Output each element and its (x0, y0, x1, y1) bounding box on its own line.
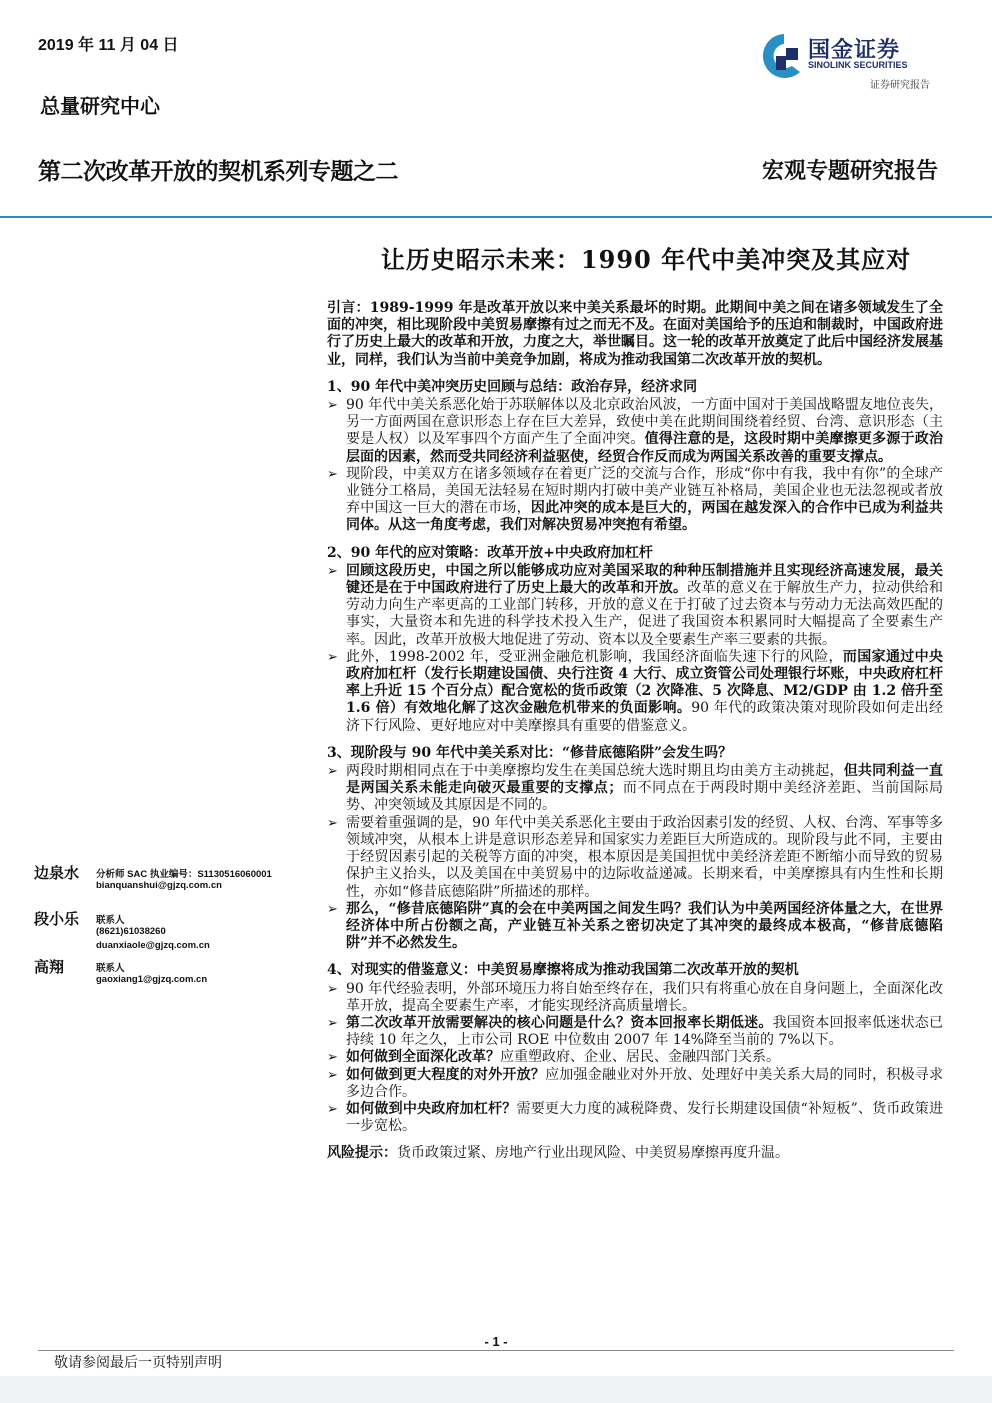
bullet-item (327, 563, 943, 649)
bullet-text: 两段时期相同点在于中美摩擦均发生在美国总统大选时期且均由美方主动挑起， (346, 763, 844, 780)
risk-warning (327, 1145, 943, 1162)
bullet-text: 需要更大力度的减税降费、发行长期建设国债“补短板”、货币政策进一步宽松。 (346, 1100, 943, 1135)
bullet-bold-text: 因此冲突的成本是巨大的，两国在越发深入的合作中已成为利益共同体。从这一角度考虑，我们对解决贸易冲突抱有希望。 (346, 500, 944, 534)
logo-name-cn: 国金证券 (808, 37, 901, 62)
bullet-item (327, 1067, 943, 1101)
bullet-item (327, 466, 943, 535)
section (327, 745, 943, 952)
bullet-item (327, 815, 943, 901)
author-name: 边泉水 (34, 864, 80, 882)
section (327, 545, 943, 735)
disclaimer-note: 敬请参阅最后一页特别声明 (54, 1355, 222, 1371)
bullet-text: 需要着重强调的是，90 年代中美关系恶化主要由于政治因素引发的经贸、人权、台湾、军事等多领域冲突，从根本上讲是意识形态差异和国家实力差距巨大所造成的。现阶段与此不同，主要由于经贸因素引起的关税等方面的冲突，根本原因是美国担忧中美经济差距不断缩小而导致的贸易保护主义抬头，以及美国在中美贸易中的边际收益递减。长期来看，中美摩擦具有内生性和长期性，亦如“修昔底德陷阱”所描述的那样。 (346, 814, 943, 900)
bullet-item (327, 1101, 943, 1135)
header-divider (0, 216, 992, 218)
section (327, 379, 943, 535)
bullet-bold-text: 而国家通过中央政府加杠杆（发行长期建设国债、央行注资 4 大行、成立资管公司处理银行坏账，中央政府杠杆率上升近 15 个百分点）配合宽松的货币政策（2 次降准、5 次降息、M2/GDP 由 1.2 倍升至 1.6 倍）有效地化解了这次金融危机带来的负面影响。 (346, 648, 943, 717)
department-name: 总量研究中心 (40, 94, 160, 118)
intro-paragraph: 引言：1989-1999 年是改革开放以来中美关系最坏的时期。此期间中美之间在诸多领域发生了全面的冲突，相比现阶段中美贸易摩擦有过之而无不及。在面对美国给予的压迫和制裁时，中国政府进行了历史上最大的改革和开放，力度之大，举世瞩目。这一轮的改革开放奠定了此后中国经济发展基业，同样，我们认为当前中美竞争加剧，将成为推动我国第二次改革开放的契机。 (327, 300, 943, 368)
summary-body (327, 300, 943, 1163)
footer-band (0, 1376, 992, 1403)
bullet-item (327, 1015, 943, 1049)
bullet-bold-text: 如何做到中央政府加杠杆？ (346, 1100, 517, 1117)
risk-text: 货币政策过紧、房地产行业出现风险、中美贸易摩擦再度升温。 (397, 1145, 789, 1162)
author-email: duanxiaole@gjzq.com.cn (96, 940, 210, 951)
bullet-item (327, 763, 943, 815)
bullet-text: 而不同点在于两段时期中美经济差距、当前国际局势、冲突领域及其原因是不同的。 (346, 780, 944, 814)
bullet-bold-text: 如何做到更大程度的对外开放？ (346, 1066, 546, 1083)
report-date: 2019 年 11 月 04 日 (38, 37, 179, 54)
author-role: 联系人 (96, 915, 125, 926)
author-role: 联系人 (96, 963, 125, 974)
bullet-text: 90 年代经验表明，外部环境压力将自始至终存在，我们只有将重心放在自身问题上，全面深化改革开放，提高全要素生产率，才能实现经济高质量增长。 (346, 980, 943, 1014)
bullet-bold-text: 但共同利益一直是两国关系未能走向破灭最重要的支撑点； (346, 763, 944, 797)
bullet-text: 应重塑政府、企业、居民、金融四部门关系。 (500, 1049, 780, 1066)
bullet-item (327, 981, 943, 1015)
series-title: 第二次改革开放的契机系列专题之二 (38, 158, 398, 184)
bullet-text: 此外，1998-2002 年，受亚洲金融危机影响，我国经济面临失速下行的风险， (346, 648, 843, 665)
author-role: 分析师 SAC 执业编号：S1130516060001 (96, 869, 272, 880)
author-name: 高翔 (34, 958, 65, 976)
author-name: 段小乐 (34, 910, 80, 928)
section (327, 962, 943, 1135)
author-email: gaoxiang1@gjzq.com.cn (96, 974, 208, 985)
section-heading: 4、对现实的借鉴意义：中美贸易摩擦将成为推动我国第二次改革开放的契机 (327, 962, 799, 979)
page-number: - 1 - (484, 1334, 508, 1349)
bullet-text: 90 年代的政策决策对现阶段如何走出经济下行风险、更好地应对中美摩擦具有重要的借鉴意义。 (346, 700, 944, 734)
logo-mark-icon (756, 30, 806, 86)
risk-label: 风险提示： (327, 1145, 397, 1162)
bullet-bold-text: 那么，“修昔底德陷阱”真的会在中美两国之间发生吗？我们认为中美两国经济体量之大，在世界经济体中所占份额之高，产业链互补关系之密切决定了其冲突的最终成本极高，“修昔底德陷阱”并不必然发生。 (346, 900, 943, 952)
bullet-text: 90 年代中美关系恶化始于苏联解体以及北京政治风波，一方面中国对于美国战略盟友地位丧失，另一方面两国在意识形态上存在巨大差异，致使中美在此期间围绕着经贸、台湾、意识形态（主要是人权）以及军事四个方面产生了全面冲突。 (346, 397, 943, 448)
footer-divider (38, 1350, 954, 1351)
bullet-bold-text: 如何做到全面深化改革？ (346, 1049, 500, 1066)
bullet-item (327, 901, 943, 953)
section-heading: 2、90 年代的应对策略：改革开放+中央政府加杠杆 (327, 544, 653, 561)
bullet-text: 应加强金融业对外开放、处理好中美关系大局的同时，积极寻求多边合作。 (346, 1066, 944, 1100)
logo-name-en: SINOLINK SECURITIES (808, 60, 908, 70)
logo-subtitle: 证券研究报告 (870, 80, 930, 91)
bullet-item (327, 397, 943, 466)
bullet-text: 改革的意义在于解放生产力，拉动供给和劳动力向生产率更高的工业部门转移，开放的意义在于打破了过去资本与劳动力无法高效匹配的事实，大量资本和先进的科学技术投入生产，促进了我国资本积累同时大幅提高了全要素生产率。因此，改革开放极大地促进了劳动、资本以及全要素生产率三要素的共振。 (346, 580, 944, 648)
section-heading: 3、现阶段与 90 年代中美关系对比：“修昔底德陷阱”会发生吗？ (327, 744, 733, 761)
bullet-text: 我国资本回报率低迷状态已持续 10 年之久，上市公司 ROE 中位数由 2007 年 14%降至当前的 7%以下。 (346, 1014, 944, 1049)
bullet-bold-text: 第二次改革开放需要解决的核心问题是什么？资本回报率长期低迷。 (346, 1014, 773, 1031)
bullet-bold-text: 回顾这段历史，中国之所以能够成功应对美国采取的种种压制措施并且实现经济高速发展，最关键还是在于中国政府进行了历史上最大的改革和开放。 (346, 562, 943, 597)
author-phone: (8621)61038260 (96, 926, 166, 937)
section-heading: 1、90 年代中美冲突历史回顾与总结：政治存异，经济求同 (327, 378, 698, 395)
bullet-item (327, 1049, 943, 1066)
bullet-bold-text: 值得注意的是，这段时期中美摩擦更多源于政治层面的因素，然而受共同经济利益驱使，经贸合作反而成为两国关系改善的重要支撑点。 (346, 431, 943, 465)
bullet-text: 现阶段，中美双方在诸多领域存在着更广泛的交流与合作，形成“你中有我，我中有你”的全球产业链分工格局，美国无法轻易在短时期内打破中美产业链互补格局，美国企业也无法忽视或者放弃中国这一巨大的潜在市场， (346, 465, 943, 517)
bullet-item (327, 649, 943, 735)
author-email: bianquanshui@gjzq.com.cn (96, 880, 222, 891)
report-title: 让历史昭示未来：1990 年代中美冲突及其应对 (380, 245, 912, 274)
report-type: 宏观专题研究报告 (761, 158, 938, 184)
